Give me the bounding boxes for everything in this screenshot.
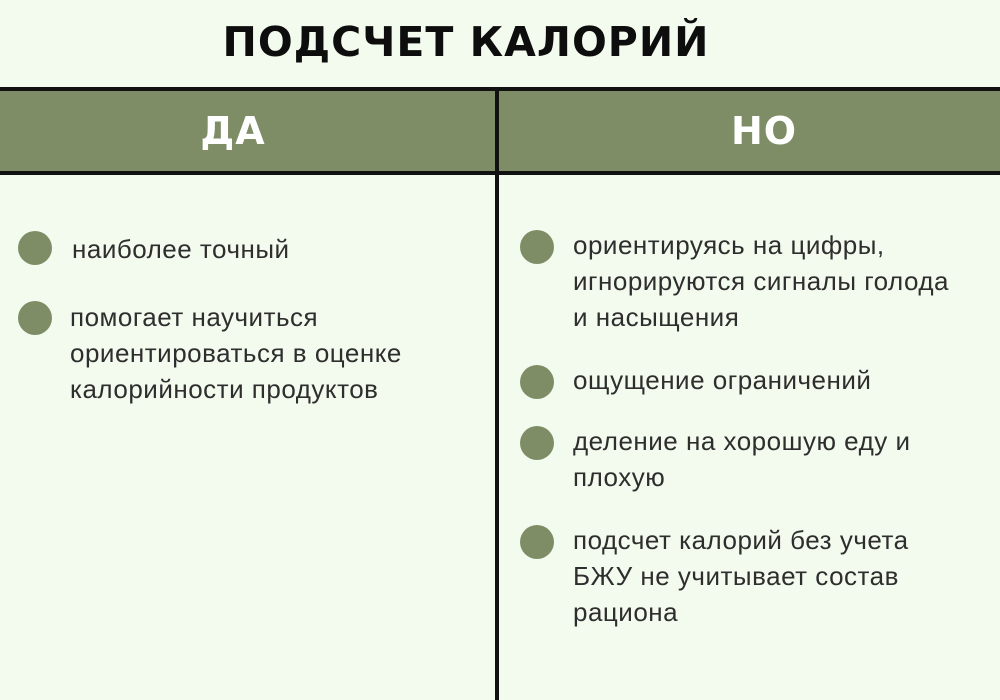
bullet-icon — [520, 426, 554, 460]
page-title: ПОДСЧЕТ КАЛОРИЙ — [222, 18, 710, 66]
list-item-text: наиболее точный — [72, 234, 290, 264]
bullet-icon — [18, 301, 52, 335]
bullet-icon — [520, 365, 554, 399]
column-header-but: НО — [730, 109, 798, 153]
list-item-text: ориентируясь на цифры, игнорируются сигналы голода и насыщения — [573, 230, 950, 332]
list-item-text: деление на хорошую еду и плохую — [573, 426, 911, 492]
list-item-text: помогает научиться ориентироваться в оценке калорийности продуктов — [70, 302, 402, 404]
list-item — [70, 299, 465, 407]
column-header-yes: ДА — [200, 109, 266, 153]
list-item — [573, 227, 953, 335]
list-item — [573, 423, 953, 495]
column-divider — [495, 87, 499, 700]
bullet-icon — [18, 231, 52, 265]
bullet-icon — [520, 525, 554, 559]
list-item — [573, 362, 953, 398]
list-item-text: подсчет калорий без учета БЖУ не учитывает состав рациона — [573, 525, 909, 627]
list-item-text: ощущение ограничений — [573, 365, 872, 395]
list-item — [573, 522, 953, 630]
bullet-icon — [520, 230, 554, 264]
list-item — [72, 231, 472, 267]
